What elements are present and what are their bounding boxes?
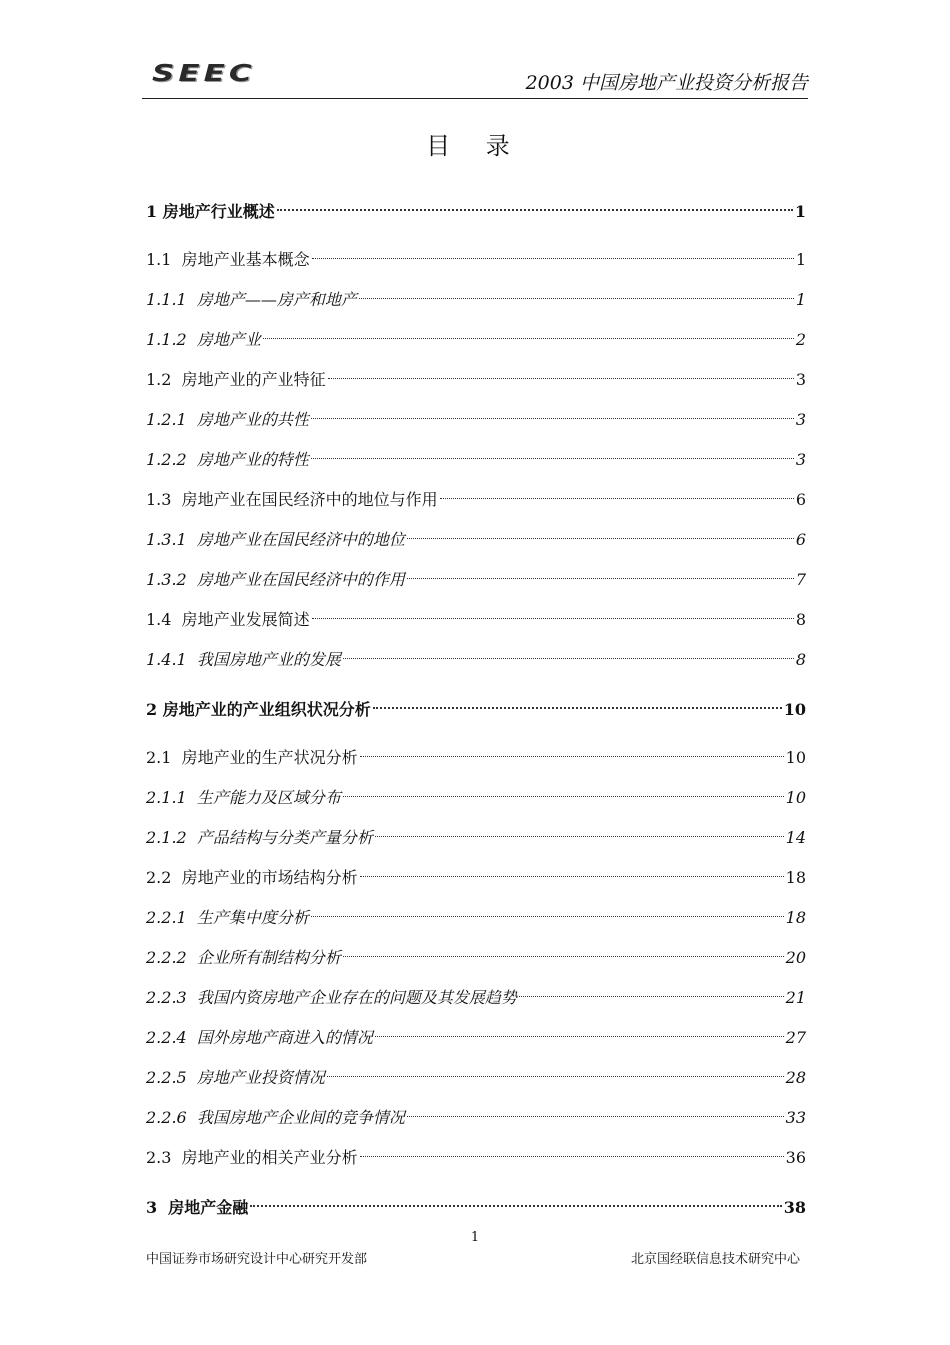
toc-entry-label [146,528,405,552]
dot-leader [343,772,784,797]
toc-entry-label [146,746,358,770]
dot-leader [440,474,794,499]
dot-leader [311,434,794,459]
toc-entry-title: 国外房地产商进入的情况 [196,1028,373,1047]
toc-entry[interactable] [146,600,806,629]
toc-entry-page: 10 [785,748,806,767]
dot-leader [360,1132,784,1157]
toc-entry-title: 房地产业在国民经济中的作用 [196,570,405,589]
toc-entry-title: 生产能力及区域分布 [196,788,341,807]
toc-entry-page: 6 [795,530,806,549]
dot-leader [312,234,794,259]
dot-leader [360,852,784,877]
toc-entry[interactable] [146,191,806,221]
toc-entry-number: 2.2.5 [146,1068,187,1087]
toc-entry-label [146,906,309,930]
toc-entry-title: 房地产业在国民经济中的地位 [196,530,405,549]
toc-entry[interactable] [146,1187,806,1217]
toc-entry-label [146,698,371,722]
dot-leader [375,1012,784,1037]
toc-entry-label [146,488,438,512]
toc-entry-title: 房地产金融 [168,1198,249,1217]
dot-leader [373,683,782,709]
toc-entry-page: 27 [785,1028,806,1047]
toc-entry-number: 2.1.1 [146,788,187,807]
toc-entry-page: 8 [795,610,806,629]
toc-entry-label [146,608,310,632]
toc-entry-number: 2.2.6 [146,1108,187,1127]
toc-entry-label [146,786,341,810]
toc-entry-label [146,946,341,970]
toc-entry-title: 我国内资房地产企业存在的问题及其发展趋势 [196,988,517,1007]
dot-leader [311,892,784,917]
toc-entry-number: 1.2 [146,370,172,389]
toc-entry-page: 1 [794,202,806,221]
toc-entry-number: 1.3 [146,490,172,509]
page-header [142,58,808,99]
toc-entry[interactable] [146,360,806,389]
dot-leader [328,354,794,379]
toc-entry-label [146,648,341,672]
toc-entry-number: 1.1.1 [146,290,187,309]
toc-entry[interactable] [146,560,806,589]
toc-entry-label [146,368,326,392]
toc-entry-title: 我国房地产业的发展 [196,650,341,669]
dot-leader [250,1181,781,1207]
dot-leader [312,594,794,619]
toc-entry-number: 1.2.1 [146,410,187,429]
toc-entry-page: 10 [785,788,806,807]
toc-entry-label [146,200,275,224]
toc-entry-number: 2 [146,700,158,719]
toc-entry-number: 1.4.1 [146,650,187,669]
toc-entry-number: 3 [146,1198,158,1217]
toc-entry-label [146,288,357,312]
toc-entry-title: 房地产行业概述 [162,202,275,221]
toc-entry-number: 2.1 [146,748,172,767]
toc-entry-title: 房地产业的市场结构分析 [181,868,358,887]
toc-entry-label [146,986,517,1010]
toc-entry[interactable] [146,738,806,767]
dot-leader [407,1092,784,1117]
page-number: 1 [470,1230,480,1245]
toc-entry-title: 房地产——房产和地产 [196,290,357,309]
toc-entry[interactable] [146,818,806,847]
toc-entry-page: 2 [795,330,806,349]
toc-entry-label [146,408,309,432]
toc-entry-title: 房地产业的产业组织状况分析 [162,700,371,719]
toc-entry-page: 21 [785,988,806,1007]
toc-entry[interactable] [146,858,806,887]
toc-entry-title: 产品结构与分类产量分析 [196,828,373,847]
dot-leader [343,932,784,957]
toc-entry-label [146,568,405,592]
toc-entry-page: 3 [795,410,806,429]
toc-entry[interactable] [146,320,806,349]
toc-entry-page: 20 [785,948,806,967]
toc-entry[interactable] [146,640,806,669]
toc-entry-number: 1.1 [146,250,172,269]
toc-entry-page: 28 [785,1068,806,1087]
dot-leader [375,812,784,837]
toc-entry[interactable] [146,280,806,309]
toc-entry-title: 房地产业投资情况 [196,1068,325,1087]
toc-entry[interactable] [146,440,806,469]
dot-leader [519,972,784,997]
dot-leader [359,274,794,299]
toc-entry-page: 14 [785,828,806,847]
toc-entry-title: 企业所有制结构分析 [196,948,341,967]
toc-entry-page: 6 [795,490,806,509]
toc-entry-title: 我国房地产企业间的竞争情况 [196,1108,405,1127]
toc-entry-number: 2.3 [146,1148,172,1167]
toc-entry[interactable] [146,778,806,807]
dot-leader [360,732,784,757]
dot-leader [311,394,794,419]
toc-entry-page: 3 [795,370,806,389]
toc-entry-number: 1.3.2 [146,570,187,589]
toc-entry-number: 1 [146,202,158,221]
dot-leader [407,554,794,579]
toc-entry-label [146,826,373,850]
toc-entry-label [146,1146,358,1170]
toc-entry-title: 房地产业的相关产业分析 [181,1148,358,1167]
toc-entry[interactable] [146,400,806,429]
toc-entry[interactable] [146,938,806,967]
toc-entry-title: 生产集中度分析 [196,908,309,927]
seec-logo: SEEC [152,61,256,87]
toc-entry[interactable] [146,480,806,509]
toc-entry-page: 38 [783,1198,806,1217]
toc-entry[interactable] [146,240,806,269]
toc-entry-number: 2.2.3 [146,988,187,1007]
report-title: 2003 中国房地产业投资分析报告 [525,72,808,94]
toc-entry[interactable] [146,1098,806,1127]
toc-entry[interactable] [146,689,806,719]
toc-entry-number: 1.4 [146,610,172,629]
toc-entry-page: 36 [785,1148,806,1167]
toc-entry-page: 1 [795,250,806,269]
toc-entry[interactable] [146,898,806,927]
toc-entry-page: 1 [795,290,806,309]
toc-entry-page: 8 [795,650,806,669]
footer-left-org: 中国证券市场研究设计中心研究开发部 [146,1252,368,1267]
toc-entry-label [146,1196,248,1220]
toc-entry-number: 2.2.1 [146,908,187,927]
toc-entry-title: 房地产业 [196,330,261,349]
toc-entry-title: 房地产业的生产状况分析 [181,748,358,767]
toc-entry-page: 18 [785,908,806,927]
toc-entry-page: 7 [795,570,806,589]
toc-entry-label [146,328,261,352]
toc-entry-title: 房地产业发展简述 [181,610,310,629]
toc-entry[interactable] [146,520,806,549]
toc-entry-label [146,248,310,272]
toc-entry-label [146,1106,405,1130]
dot-leader [327,1052,784,1077]
toc-entry-page: 10 [783,700,806,719]
footer-right-org: 北京国经联信息技术研究中心 [630,1252,800,1267]
dot-leader [407,514,794,539]
toc-entry-page: 18 [785,868,806,887]
toc-entry-title: 房地产业的特性 [196,450,309,469]
toc-entry-label [146,1066,325,1090]
toc-entry-page: 3 [795,450,806,469]
toc-entry-title: 房地产业的产业特征 [181,370,326,389]
dot-leader [343,634,794,659]
dot-leader [263,314,794,339]
toc-entry-page: 33 [785,1108,806,1127]
toc-entry[interactable] [146,1018,806,1047]
toc-entry-title: 房地产业基本概念 [181,250,310,269]
toc-entry[interactable] [146,978,806,1007]
toc-entry[interactable] [146,1138,806,1167]
toc-entry-number: 1.3.1 [146,530,187,549]
toc-entry-number: 2.2 [146,868,172,887]
toc-entry-label [146,866,358,890]
toc-entry-number: 2.1.2 [146,828,187,847]
toc-entry-title: 房地产业的共性 [196,410,309,429]
toc-title: 目 录 [426,132,524,160]
toc-entry-label [146,1026,373,1050]
toc-entry-number: 1.2.2 [146,450,187,469]
toc-entry[interactable] [146,1058,806,1087]
toc-entry-number: 2.2.2 [146,948,187,967]
toc-entry-number: 2.2.4 [146,1028,187,1047]
toc-entry-title: 房地产业在国民经济中的地位与作用 [181,490,438,509]
toc-entry-label [146,448,309,472]
dot-leader [277,185,793,211]
toc-entry-number: 1.1.2 [146,330,187,349]
